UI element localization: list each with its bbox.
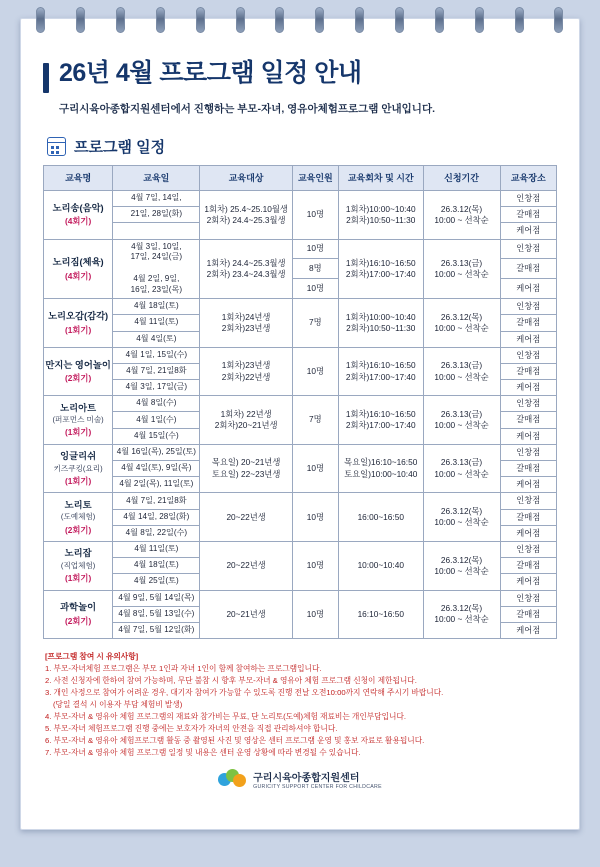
cell-place: 갈매점 <box>500 606 556 622</box>
notice-item: 6. 부모-자녀 & 영유아 체험프로그램 활동 중 촬영된 사진 및 영상은 센터 프로그램 운영 및 홍보 자료로 활용됩니다. <box>45 735 425 745</box>
col-header-period: 신청기간 <box>423 166 500 191</box>
cell-place: 인창점 <box>500 541 556 557</box>
notice-item: 4. 부모-자녀 & 영유아 체험 프로그램의 재료와 참가비는 무료, 단 노리토(도예)체험 재료비는 개인부담입니다. <box>45 711 407 721</box>
section-title: 프로그램 일정 <box>74 139 166 156</box>
cell-place: 케어점 <box>500 525 556 541</box>
page-subtitle: 구리시육아종합지원센터에서 진행하는 부모-자녀, 영유아체험프로그램 안내입니다. <box>59 103 436 115</box>
cell-target: 20~21년생 <box>200 590 292 639</box>
spiral-ring <box>435 7 444 33</box>
cell-program-name: 노리오감(감각) (1회기) <box>44 299 113 348</box>
table-header-row <box>44 166 557 191</box>
cell-capacity: 10명 <box>292 239 338 259</box>
page-title: 26년 4월 프로그램 일정 안내 <box>59 59 362 87</box>
cell-capacity: 8명 <box>292 259 338 279</box>
cell-place: 인창점 <box>500 191 556 207</box>
cell-target: 1회차) 25.4~25.10월생 2회차) 24.4~25.3월생 <box>200 191 292 240</box>
cell-place: 갈매점 <box>500 315 556 331</box>
col-header-capacity: 교육인원 <box>292 166 338 191</box>
cell-program-date: 4월 18일(토) <box>113 299 200 315</box>
cell-sessions: 1회차)16:10~16:50 2회차)17:00~17:40 <box>338 347 423 396</box>
cell-place: 인창점 <box>500 590 556 606</box>
cell-program-date: 4월 4일(토) <box>113 331 200 347</box>
cell-program-date: 4월 14일, 28일(화) <box>113 509 200 525</box>
spiral-ring <box>236 7 245 33</box>
cell-capacity: 10명 <box>292 347 338 396</box>
notice-list <box>45 663 555 759</box>
notice-item: 5. 부모-자녀 체험프로그램 진행 중에는 보호자가 자녀의 안전을 직접 관리하셔야 합니다. <box>45 723 338 733</box>
notice-item: 1. 부모-자녀체험 프로그램은 부모 1인과 자녀 1인이 함께 참여하는 프로그램입니다. <box>45 664 322 674</box>
cell-program-date: 4월 7일, 5월 12일(화) <box>113 622 200 638</box>
cell-program-name: 노리잡 (직업체험) (1회기) <box>44 541 113 590</box>
table-row <box>44 299 557 315</box>
cell-program-name: 잉글리쉬 키즈쿠킹(요리) (1회기) <box>44 444 113 493</box>
cell-target: 20~22년생 <box>200 541 292 590</box>
cell-target: 1회차) 22년생 2회차)20~21년생 <box>200 396 292 445</box>
cell-program-name: 노리짐(체육) (4회기) <box>44 239 113 299</box>
cell-program-name: 만지는 영어놀이 (2회기) <box>44 347 113 396</box>
cell-place: 갈매점 <box>500 509 556 525</box>
cell-place: 케어점 <box>500 428 556 444</box>
cell-capacity: 10명 <box>292 541 338 590</box>
cell-program-date: 21일, 28일(화) <box>113 207 200 223</box>
table-body <box>44 191 557 639</box>
footer-text <box>253 769 382 790</box>
cell-place: 인창점 <box>500 299 556 315</box>
cell-program-date: 4월 1일(수) <box>113 412 200 428</box>
spiral-ring <box>315 7 324 33</box>
cell-target: 목요일) 20~21년생 토요일) 22~23년생 <box>200 444 292 493</box>
section-header <box>47 136 557 157</box>
spiral-ring <box>554 7 563 33</box>
cell-program-date: 4월 11일(토) <box>113 541 200 557</box>
cell-program-date: 4월 7일, 21일8화 <box>113 363 200 379</box>
notice-item: 2. 사전 신청자에 한하여 참여 가능하며, 무단 불참 시 향후 부모-자녀 & 영유아 체험 프로그램 신청이 제한됩니다. <box>45 675 417 685</box>
cell-target: 1회차) 24.4~25.3월생 2회차) 23.4~24.3월생 <box>200 239 292 299</box>
cell-program-name: 과학놀이 (2회기) <box>44 590 113 639</box>
cell-program-date: 4월 8일, 22일(수) <box>113 525 200 541</box>
spiral-ring <box>76 7 85 33</box>
title-block <box>43 59 557 93</box>
cell-program-date: 4월 7일, 14일, <box>113 191 200 207</box>
notice-item: 7. 부모-자녀 & 영유아 체험 프로그램 일정 및 내용은 센터 운영 상황에 따라 변경될 수 있습니다. <box>45 747 361 757</box>
notice-item: (당일 결석 시 이용자 부담 체험비 발생) <box>53 699 183 709</box>
cell-program-date: 4월 4일(토), 9일(목) <box>113 461 200 477</box>
cell-place: 갈매점 <box>500 461 556 477</box>
cell-apply-period: 26.3.13(금) 10:00 ~ 선착순 <box>423 239 500 299</box>
cell-capacity: 10명 <box>292 444 338 493</box>
col-header-date: 교육일 <box>113 166 200 191</box>
cell-target: 20~22년생 <box>200 493 292 542</box>
cell-program-name: 노리아트 (퍼포먼스 미술) (1회기) <box>44 396 113 445</box>
cell-place: 케어점 <box>500 279 556 299</box>
cell-program-date: 4월 8일(수) <box>113 396 200 412</box>
cell-sessions: 1회차)16:10~16:50 2회차)17:00~17:40 <box>338 239 423 299</box>
cell-place: 갈매점 <box>500 207 556 223</box>
cell-place: 갈매점 <box>500 412 556 428</box>
cell-program-date: 4월 2일(목), 11일(토) <box>113 477 200 493</box>
org-name-en: GURICITY SUPPORT CENTER FOR CHILDCARE <box>253 783 382 790</box>
spiral-binding <box>21 7 579 35</box>
cell-capacity: 10명 <box>292 590 338 639</box>
spiral-ring <box>475 7 484 33</box>
calendar-icon <box>47 137 66 156</box>
cell-program-date: 4월 3일, 10일, 17일, 24일(금) 4월 2일, 9일, 16일, 23일(목) <box>113 239 200 299</box>
cell-program-date: 4월 11일(토) <box>113 315 200 331</box>
cell-apply-period: 26.3.13(금) 10:00 ~ 선착순 <box>423 444 500 493</box>
cell-program-date: 4월 8일, 5월 13일(수) <box>113 606 200 622</box>
table-row <box>44 396 557 412</box>
cell-apply-period: 26.3.12(목) 10:00 ~ 선착순 <box>423 191 500 240</box>
cell-apply-period: 26.3.12(목) 10:00 ~ 선착순 <box>423 299 500 348</box>
cell-place: 케어점 <box>500 622 556 638</box>
org-name-kr: 구리시육아종합지원센터 <box>253 772 360 784</box>
cell-place: 케어점 <box>500 380 556 396</box>
notice-heading: [프로그램 참여 시 유의사항] <box>45 652 139 662</box>
table-row <box>44 541 557 557</box>
cell-place: 케어점 <box>500 477 556 493</box>
table-row <box>44 590 557 606</box>
cell-target: 1회차)23년생 2회차)22년생 <box>200 347 292 396</box>
notice-item: 3. 개인 사정으로 참여가 어려운 경우, 대기자 참여가 가능할 수 있도록 진행 전날 오전10:00까지 연락해 주시기 바랍니다. <box>45 687 444 697</box>
cell-place: 인창점 <box>500 396 556 412</box>
cell-apply-period: 26.3.13(금) 10:00 ~ 선착순 <box>423 396 500 445</box>
table-row <box>44 191 557 207</box>
cell-sessions: 10:00~10:40 <box>338 541 423 590</box>
cell-target: 1회차)24년생 2회차)23년생 <box>200 299 292 348</box>
cell-program-date: 4월 7일, 21일8화 <box>113 493 200 509</box>
cell-program-date: 4월 18일(토) <box>113 558 200 574</box>
cell-place: 갈매점 <box>500 363 556 379</box>
spiral-ring <box>275 7 284 33</box>
cell-program-name: 노리토 (도예체험) (2회기) <box>44 493 113 542</box>
spiral-ring <box>515 7 524 33</box>
logo-icon <box>218 769 246 789</box>
cell-sessions: 1회차)10:00~10:40 2회차)10:50~11:30 <box>338 299 423 348</box>
cell-place: 케어점 <box>500 574 556 590</box>
cell-capacity: 10명 <box>292 493 338 542</box>
cell-place: 케어점 <box>500 331 556 347</box>
table-row <box>44 239 557 259</box>
spiral-ring <box>156 7 165 33</box>
col-header-place: 교육장소 <box>500 166 556 191</box>
cell-place: 인창점 <box>500 239 556 259</box>
cell-apply-period: 26.3.12(목) 10:00 ~ 선착순 <box>423 541 500 590</box>
cell-program-date <box>113 223 200 239</box>
cell-program-date: 4월 25일(토) <box>113 574 200 590</box>
col-header-sessions: 교육회차 및 시간 <box>338 166 423 191</box>
cell-sessions: 1회차)10:00~10:40 2회차)10:50~11:30 <box>338 191 423 240</box>
table-row <box>44 347 557 363</box>
cell-program-date: 4월 15일(수) <box>113 428 200 444</box>
col-header-target: 교육대상 <box>200 166 292 191</box>
cell-program-name: 노리송(음악) (4회기) <box>44 191 113 240</box>
cell-program-date: 4월 16일(목), 25일(토) <box>113 444 200 460</box>
cell-place: 갈매점 <box>500 558 556 574</box>
spiral-ring <box>116 7 125 33</box>
cell-sessions: 16:10~16:50 <box>338 590 423 639</box>
cell-program-date: 4월 3일, 17일(금) <box>113 380 200 396</box>
cell-capacity: 7명 <box>292 299 338 348</box>
cell-place: 인창점 <box>500 444 556 460</box>
cell-apply-period: 26.3.12(목) 10:00 ~ 선착순 <box>423 590 500 639</box>
notice-block <box>43 651 557 758</box>
cell-capacity: 10명 <box>292 279 338 299</box>
cell-apply-period: 26.3.12(목) 10:00 ~ 선착순 <box>423 493 500 542</box>
col-header-name: 교육명 <box>44 166 113 191</box>
cell-capacity: 10명 <box>292 191 338 240</box>
cell-program-date: 4월 9일, 5월 14일(목) <box>113 590 200 606</box>
cell-place: 갈매점 <box>500 259 556 279</box>
cell-sessions: 16:00~16:50 <box>338 493 423 542</box>
cell-program-date: 4월 1일, 15일(수) <box>113 347 200 363</box>
spiral-ring <box>36 7 45 33</box>
spiral-ring <box>395 7 404 33</box>
cell-place: 케어점 <box>500 223 556 239</box>
cell-sessions: 목요일)16:10~16:50 토요일)10:00~10:40 <box>338 444 423 493</box>
spiral-ring <box>196 7 205 33</box>
table-row <box>44 444 557 460</box>
spiral-ring <box>355 7 364 33</box>
table-row <box>44 493 557 509</box>
cell-place: 인창점 <box>500 493 556 509</box>
footer <box>43 769 557 790</box>
cell-place: 인창점 <box>500 347 556 363</box>
title-accent-bar <box>43 63 49 93</box>
cell-apply-period: 26.3.13(금) 10:00 ~ 선착순 <box>423 347 500 396</box>
schedule-table <box>43 165 557 639</box>
cell-capacity: 7명 <box>292 396 338 445</box>
flyer-page <box>20 18 580 830</box>
cell-sessions: 1회차)16:10~16:50 2회차)17:00~17:40 <box>338 396 423 445</box>
